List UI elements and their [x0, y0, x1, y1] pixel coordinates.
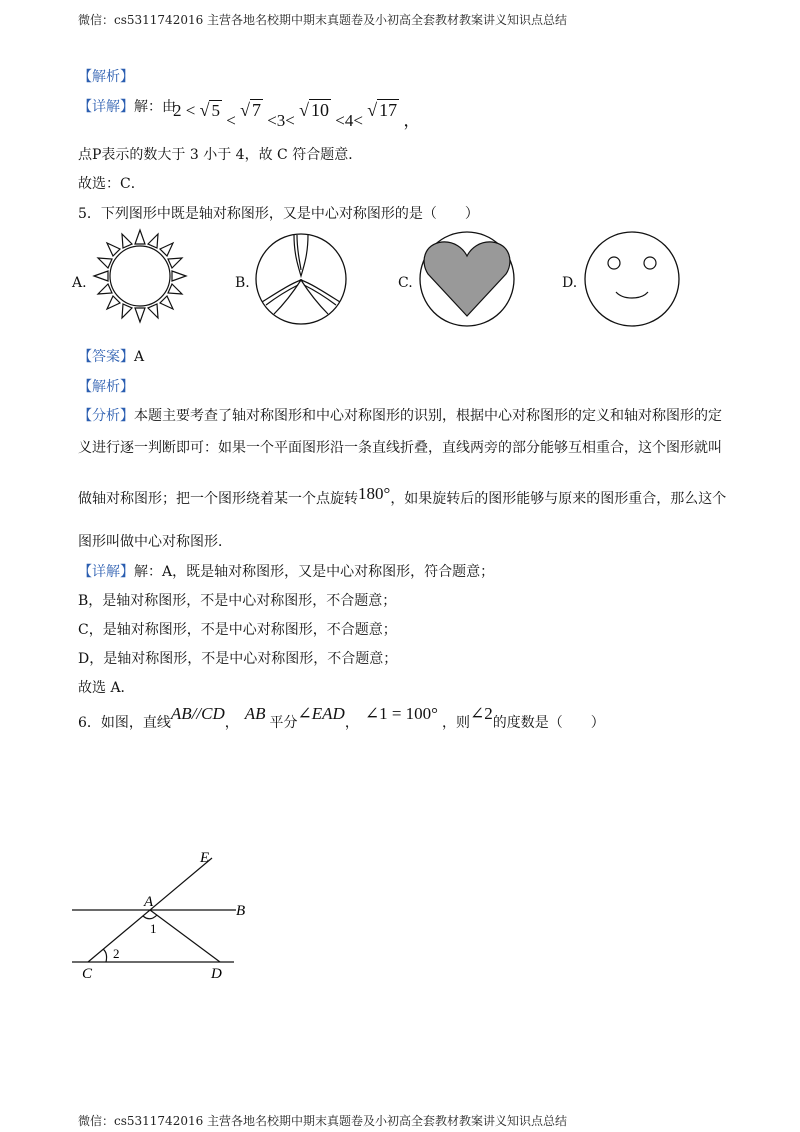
answer-line [78, 346, 144, 366]
page-footer: 微信：cs5311742016 主营各地名校期中期末真题卷及小初高全套教材教案讲义知识点总结 [78, 1114, 568, 1128]
detail-line-d: D，是轴对称图形，不是中心对称图形，不合题意； [78, 651, 398, 667]
option-a-label: A. [72, 275, 87, 291]
label-c: C [82, 966, 93, 982]
sqrt-5: √ 5 [199, 100, 220, 120]
detail-line-c: C，是轴对称图形，不是中心对称图形，不合题意； [78, 622, 397, 638]
heart-figure [418, 230, 516, 328]
analysis-line-1: 【分析】本题主要考查了轴对称图形和中心对称图形的识别，根据中心对称图形的定义和轴对称图形的定 [78, 408, 722, 424]
analysis-line-4: 图形叫做中心对称图形． [78, 534, 232, 550]
analysis-line-3: 做轴对称图形；把一个图形绕着某一个点旋转180°，如果旋转后的图形能够与原来的图形重合，那么这个 [78, 484, 727, 507]
angle1-equation: ∠1 = 100° [364, 704, 438, 723]
parallel-expr: AB//CD [170, 704, 225, 723]
detail-line-b: B，是轴对称图形，不是中心对称图形，不合题意； [78, 593, 397, 609]
detail-line-a: 【详解】解：A，既是轴对称图形，又是中心对称图形，符合题意； [78, 564, 495, 580]
answer-tag: 【答案】 [78, 349, 134, 365]
analysis-tag-2: 【解析】 [78, 379, 134, 395]
q4-detail-line [78, 96, 176, 128]
option-d-label: D. [562, 275, 578, 291]
page-header: 微信：cs5311742016 主营各地名校期中期末真题卷及小初高全套教材教案讲义知识点总结 [78, 13, 568, 27]
analysis-line-2: 义进行逐一判断即可：如果一个平面图形沿一条直线折叠，直线两旁的部分能够互相重合，这个图形就叫 [78, 440, 722, 456]
angle-1-arc [143, 915, 157, 919]
option-c-label: C. [398, 275, 413, 291]
segment-ab: AB [244, 704, 266, 723]
degree-180: 180° [358, 484, 391, 503]
angle-2: ∠2 [469, 704, 493, 723]
detail-tag: 【详解】 [78, 99, 134, 115]
sqrt-17: √ 17 [367, 100, 398, 120]
detail-tag-2: 【详解】 [78, 564, 134, 580]
label-a: A [144, 894, 154, 910]
sun-figure [92, 228, 188, 324]
q5-stem: 5．下列图形中既是轴对称图形，又是中心对称图形的是（ ） [78, 206, 479, 222]
label-d: D [211, 966, 222, 982]
answer-value: A [134, 349, 145, 365]
label-b: B [236, 903, 246, 919]
geometry-figure [68, 842, 268, 984]
detail-prefix: 解：由 [134, 99, 176, 115]
q4-line2: 点P表示的数大于 3 小于 4，故 C 符合题意． [78, 147, 363, 163]
final-answer-line: 故选 A． [78, 680, 135, 696]
q4-line3: 故选：C． [78, 176, 145, 192]
smiley-figure [583, 230, 681, 328]
label-e: E [200, 850, 210, 866]
ineq-lt-4: <4< [335, 111, 363, 130]
label-2: 2 [113, 946, 120, 961]
sqrt-10: √ 10 [299, 100, 330, 120]
angle-2-arc [103, 949, 107, 962]
analysis-label: 【分析】 [78, 408, 134, 424]
analysis-tag: 【解析】 [78, 69, 134, 85]
trefoil-figure [254, 232, 348, 326]
line-ad [150, 910, 220, 962]
q6-stem: 6．如图，直线AB//CD， AB 平分∠EAD， ∠1 = 100° ，则∠2的度数是（ ） [78, 704, 605, 731]
label-1: 1 [150, 921, 157, 936]
sqrt-7: √ 7 [240, 100, 261, 120]
inequality-chain: 2 < √ 5 < √ 7 <3< √ 10 <4< √ 17 ， [173, 100, 421, 130]
ineq-lt-1: < [226, 111, 236, 130]
ineq-two: 2 < [173, 101, 196, 120]
option-b-label: B. [235, 275, 250, 291]
angle-ead: ∠EAD [297, 704, 345, 723]
ineq-lt-3: <3< [267, 111, 295, 130]
